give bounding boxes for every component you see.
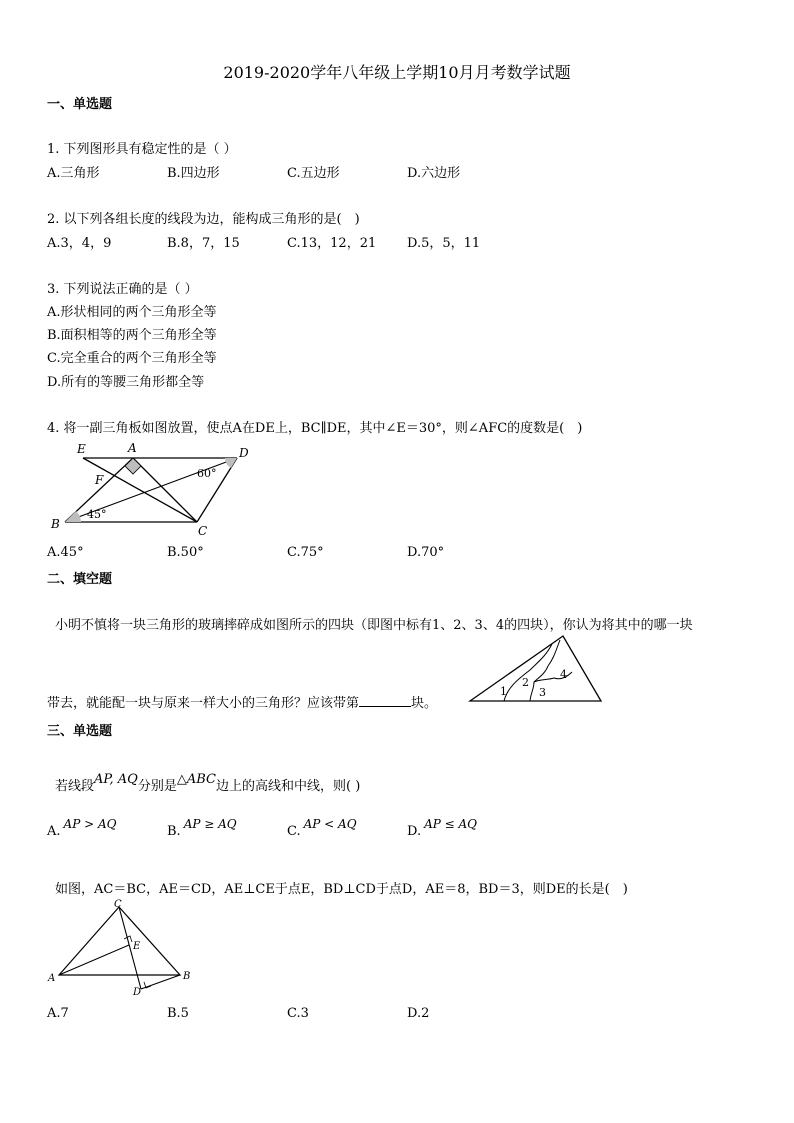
q4-option-b[interactable]: B.50° bbox=[167, 545, 204, 560]
answer-blank[interactable] bbox=[359, 694, 411, 707]
q6-option-b[interactable]: B.5 bbox=[167, 1006, 189, 1021]
piece-1-label: 1 bbox=[500, 685, 507, 698]
q2-option-d[interactable]: D.5，5，11 bbox=[407, 236, 481, 251]
q4-label-e: E bbox=[77, 442, 86, 456]
fill-1-line-2 bbox=[47, 692, 437, 711]
question-5-stem bbox=[55, 772, 361, 794]
q5-option-b[interactable] bbox=[167, 817, 237, 839]
q2-option-a[interactable]: A.3，4，9 bbox=[47, 236, 112, 251]
section-heading-2: 二、填空题 bbox=[47, 572, 113, 587]
question-1-stem: 1. 下列图形具有稳定性的是（ ） bbox=[47, 142, 237, 157]
q5-option-c-label: C. bbox=[287, 824, 301, 839]
q5-option-a-label: A. bbox=[47, 824, 61, 839]
q4-label-f: F bbox=[95, 473, 104, 487]
q6-label-c: C bbox=[114, 899, 122, 910]
q4-label-d: D bbox=[239, 446, 249, 460]
glass-triangle-figure bbox=[468, 634, 603, 704]
q4-angle-60: 60° bbox=[197, 467, 217, 480]
q5-math-triangle: △ABC bbox=[176, 772, 216, 787]
q5-option-d[interactable] bbox=[407, 817, 478, 839]
fill-1-line-1: 小明不慎将一块三角形的玻璃摔碎成如图所示的四块（即图中标有1、2、3、4的四块），你认为将其中的哪一块 bbox=[55, 618, 693, 633]
q6-figure bbox=[45, 895, 200, 1000]
question-3-stem: 3. 下列说法正确的是（ ） bbox=[47, 282, 198, 297]
q5-option-d-math: AP ≤ AQ bbox=[424, 817, 478, 831]
q2-option-b[interactable]: B.8，7，15 bbox=[167, 236, 240, 251]
q6-label-d: D bbox=[133, 987, 142, 998]
q1-option-a[interactable]: A.三角形 bbox=[47, 166, 100, 181]
q6-label-a: A bbox=[48, 973, 56, 984]
q4-angle-45: 45° bbox=[87, 508, 107, 521]
page-title: 2019-2020学年八年级上学期10月月考数学试题 bbox=[223, 63, 571, 82]
q5-math-ap-aq: AP, AQ bbox=[94, 772, 138, 787]
q4-label-a: A bbox=[128, 441, 137, 455]
q5-option-b-label: B. bbox=[167, 824, 181, 839]
fill-1-text-a: 带去，就能配一块与原来一样大小的三角形？应该带第 bbox=[47, 696, 360, 711]
q5-option-d-label: D. bbox=[407, 824, 422, 839]
q1-option-b[interactable]: B.四边形 bbox=[167, 166, 220, 181]
fill-1-text-b: 块。 bbox=[411, 696, 438, 711]
q4-option-d[interactable]: D.70° bbox=[407, 545, 445, 560]
piece-3-label: 3 bbox=[539, 686, 546, 699]
piece-2-label: 2 bbox=[522, 676, 529, 689]
q2-option-c[interactable]: C.13，12，21 bbox=[287, 236, 377, 251]
question-6-stem: 如图，AC＝BC，AE＝CD，AE⊥CE于点E，BD⊥CD于点D，AE＝8，BD＝3，则DE的长是( ) bbox=[55, 882, 628, 897]
q6-label-b: B bbox=[183, 971, 191, 982]
question-2-stem: 2. 以下列各组长度的线段为边，能构成三角形的是( ) bbox=[47, 212, 360, 227]
q4-option-a[interactable]: A.45° bbox=[47, 545, 84, 560]
q3-option-a[interactable]: A.形状相同的两个三角形全等 bbox=[47, 305, 217, 320]
q5-stem-b: 分别是 bbox=[137, 779, 177, 794]
q4-figure bbox=[45, 440, 265, 540]
section-heading-3: 三、单选题 bbox=[47, 724, 113, 739]
q5-option-c-math: AP < AQ bbox=[303, 817, 357, 831]
q6-option-a[interactable]: A.7 bbox=[47, 1006, 69, 1021]
q6-option-d[interactable]: D.2 bbox=[407, 1006, 430, 1021]
q5-option-a-math: AP > AQ bbox=[63, 817, 117, 831]
q4-label-b: B bbox=[51, 517, 60, 531]
q5-option-b-math: AP ≥ AQ bbox=[183, 817, 237, 831]
question-4-stem: 4. 将一副三角板如图放置，使点A在DE上，BC∥DE，其中∠E＝30°，则∠AFC的度数是( ) bbox=[47, 421, 583, 436]
q4-option-c[interactable]: C.75° bbox=[287, 545, 324, 560]
q6-option-c[interactable]: C.3 bbox=[287, 1006, 309, 1021]
q5-stem-c: 边上的高线和中线，则( ) bbox=[215, 779, 361, 794]
q5-stem-a: 若线段 bbox=[55, 779, 95, 794]
q5-option-a[interactable] bbox=[47, 817, 117, 839]
piece-4-label: 4 bbox=[560, 668, 567, 681]
q5-option-c[interactable] bbox=[287, 817, 357, 839]
q6-label-e: E bbox=[133, 941, 141, 952]
q1-option-c[interactable]: C.五边形 bbox=[287, 166, 340, 181]
section-heading-1: 一、单选题 bbox=[47, 97, 113, 112]
q1-option-d[interactable]: D.六边形 bbox=[407, 166, 461, 181]
q3-option-b[interactable]: B.面积相等的两个三角形全等 bbox=[47, 328, 217, 343]
q3-option-d[interactable]: D.所有的等腰三角形都全等 bbox=[47, 375, 205, 390]
q4-label-c: C bbox=[198, 524, 208, 538]
q3-option-c[interactable]: C.完全重合的两个三角形全等 bbox=[47, 351, 217, 366]
